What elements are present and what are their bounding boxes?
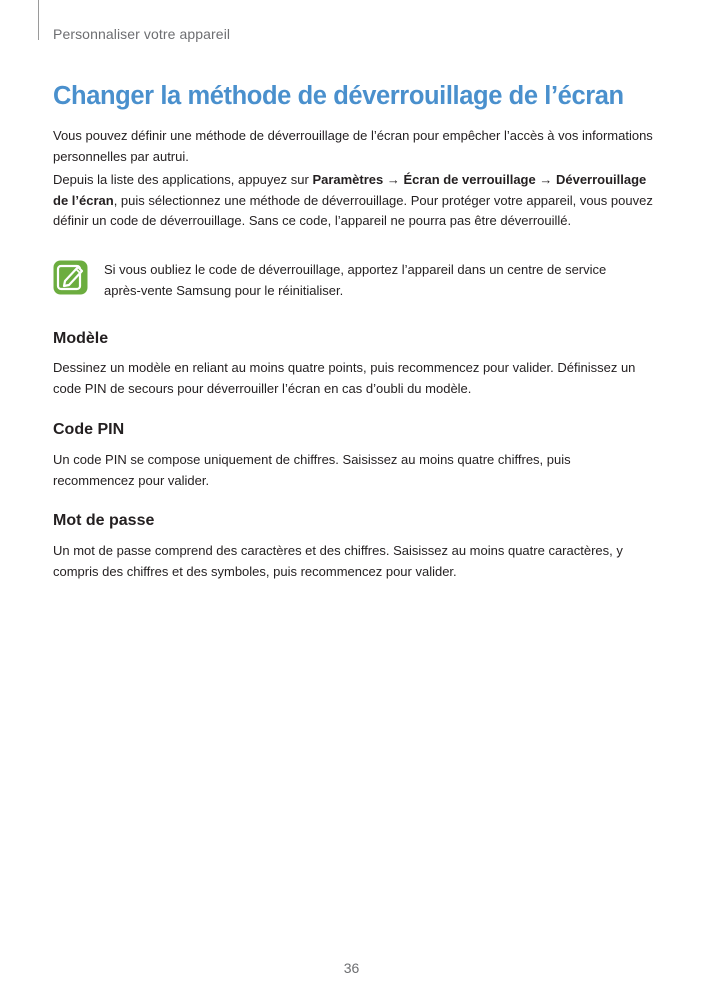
section-body-code-pin [53,450,653,491]
section-heading-mot-de-passe: Mot de passe [53,512,155,529]
section-heading-code-pin: Code PIN [53,421,125,438]
instruction-prefix: Depuis la liste des applications, appuyez sur [53,172,313,187]
page-number: 36 [343,960,360,976]
section-heading-modele: Modèle [53,330,109,347]
menu-path-deverrouillage-ecran: Déverrouillage de l’écran [53,172,647,208]
note-text: Si vous oubliez le code de déverrouillage, apportez l’appareil dans un centre de service après-vente Samsung pour le réinitialiser. [104,262,607,298]
intro-paragraph-1 [53,126,653,167]
section-body-mot-de-passe-text: Un mot de passe comprend des caractères et des chiffres. Saisissez au moins quatre caractères, y compris des chiffres et des symboles, puis recommencez pour valider. [53,543,623,579]
intro-paragraph-1-text: Vous pouvez définir une méthode de déverrouillage de l’écran pour empêcher l’accès à vos informations personnelles par autrui. [53,128,653,164]
intro-paragraph-2-text [53,170,653,232]
note-pencil-icon [53,260,88,295]
section-body-modele [53,358,653,399]
section-body-mot-de-passe [53,541,653,582]
running-header: Personnaliser votre appareil [53,26,231,42]
page-title: Changer la méthode de déverrouillage de l’écran [53,82,624,110]
menu-path-arrow: → [383,172,404,187]
menu-path-parametres: Paramètres [312,172,384,187]
section-body-code-pin-text: Un code PIN se compose uniquement de chiffres. Saisissez au moins quatre chiffres, puis recommencez pour valider. [53,452,571,488]
section-body-modele-text: Dessinez un modèle en reliant au moins quatre points, puis recommencez pour valider. Définissez un code PIN de secours pour déverrouiller l’écran en cas d’oubli du modèle. [53,360,636,396]
intro-paragraph-2 [53,170,653,232]
header-divider [38,0,39,40]
menu-path-arrow: → [535,172,556,187]
instruction-suffix: , puis sélectionnez une méthode de déverrouillage. Pour protéger votre appareil, vous pouvez définir un code de déverrouillage. Sans ce code, l’appareil ne pourra pas être déverrouillé. [53,192,653,228]
menu-path-ecran-verrouillage: Écran de verrouillage [403,172,536,187]
